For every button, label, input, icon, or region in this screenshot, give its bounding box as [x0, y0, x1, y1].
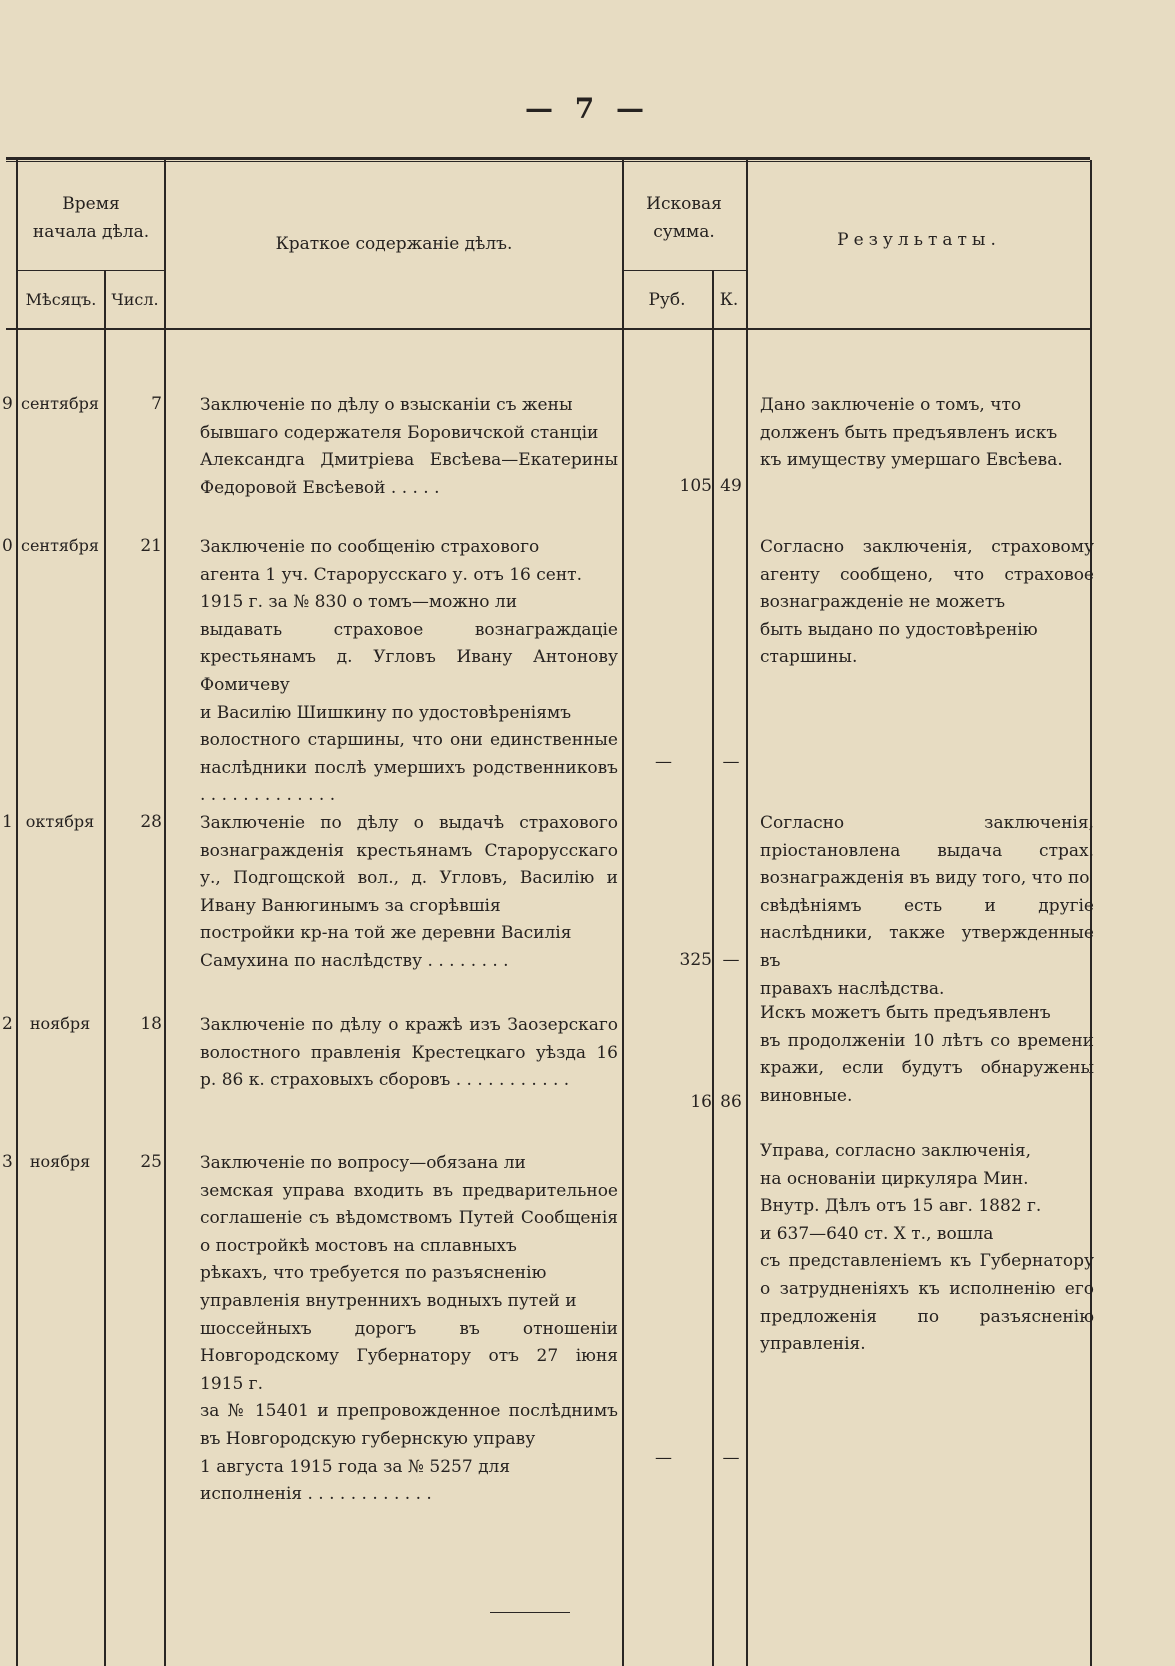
- row-margin-number: 9: [2, 394, 13, 414]
- row-result: Искъ можетъ быть предъявленъ въ продолженіи 10 лѣтъ со времени кражи, если будутъ обнаружены виновные.: [760, 1003, 1094, 1106]
- row-month: октября: [25, 812, 95, 831]
- row-day: 7: [151, 394, 162, 414]
- header-bottom-rule: [6, 328, 1090, 330]
- page-number: — 7 —: [525, 92, 650, 125]
- row-sum-rub: —: [655, 752, 672, 772]
- column-divider-6: [746, 160, 748, 1666]
- column-divider-4: [622, 160, 624, 1666]
- row-day: 28: [140, 812, 162, 832]
- header-time: Время начала дѣла.: [32, 194, 150, 242]
- bottom-rule: [490, 1612, 570, 1613]
- row-month: сентября: [20, 394, 99, 413]
- column-divider-5: [712, 270, 714, 1666]
- row-sum-rub: 105: [679, 476, 712, 496]
- column-divider-3: [164, 160, 166, 1666]
- time-subheader-rule: [18, 270, 164, 271]
- row-month: ноября: [29, 1152, 91, 1171]
- column-divider-2: [104, 270, 106, 1666]
- header-content: Краткое содержаніе дѣлъ.: [275, 234, 513, 254]
- row-month: сентября: [20, 536, 99, 555]
- row-result: Согласно заключенія, страховому агенту сообщено, что страховое вознагражденіе не можетъ быть выдано по удостовѣренію старшины.: [760, 537, 1094, 668]
- table-top-rule: [6, 157, 1090, 160]
- header-kop: К.: [719, 290, 739, 310]
- header-month: Мѣсяцъ.: [25, 290, 97, 309]
- row-margin-number: 1: [2, 812, 13, 832]
- row-description: Заключеніе по дѣлу о кражѣ изъ Заозерскаго волостного правленія Крестецкаго уѣзда 16 р. 86 к. страховыхъ сборовъ . . . . . . . . . . .: [200, 1015, 618, 1091]
- header-rub: Руб.: [648, 290, 686, 310]
- header-results: Результаты.: [837, 230, 1001, 250]
- row-sum-kop: 86: [720, 1092, 742, 1112]
- table-top-rule-thin: [6, 161, 1090, 162]
- row-description: Заключеніе по дѣлу о выдачѣ страхового вознагражденія крестьянамъ Старорусскаго у., Подгощской вол., д. Угловъ, Василію и Ивану Ванюгинымъ за сгорѣвшія постройки кр-на той же деревни Василія Самухина по наслѣдству . . . . . . . .: [200, 813, 618, 971]
- row-day: 25: [140, 1152, 162, 1172]
- header-day: Числ.: [111, 290, 159, 309]
- row-sum-kop: 49: [720, 476, 742, 496]
- row-description: Заключеніе по сообщенію страхового агента 1 уч. Старорусскаго у. отъ 16 сент. 1915 г. за № 830 о томъ—можно ли выдавать страховое вознаграждаціе крестьянамъ д. Угловъ Ивану Антонову Фомичеву и Василію Шишкину по удостовѣреніямъ волостного старшины, что они единственные наслѣдники послѣ умершихъ родственниковъ . . . . . . . . . . . . .: [200, 537, 618, 806]
- row-sum-kop: —: [722, 950, 740, 970]
- header-sum: Исковая сумма.: [646, 194, 722, 242]
- row-sum-rub: 16: [690, 1092, 712, 1112]
- row-margin-number: 0: [2, 536, 13, 556]
- row-margin-number: 2: [2, 1014, 13, 1034]
- row-sum-kop: —: [722, 1448, 740, 1468]
- row-description: Заключеніе по вопросу—обязана ли земская управа входить въ предварительное соглашеніе съ вѣдомствомъ Путей Сообщенія о постройкѣ мостовъ на сплавныхъ рѣкахъ, что требуется по разъясненію управленія внутреннихъ водныхъ путей и шоссейныхъ дорогъ въ отношеніи Новгородскому Губернатору отъ 27 іюня 1915 г. за № 15401 и препровожденное послѣднимъ въ Новгородскую губернскую управу 1 августа 1915 года за № 5257 для исполненія . . . . . . . . . . . .: [200, 1153, 618, 1505]
- column-divider-1: [16, 160, 18, 1666]
- row-sum-kop: —: [722, 752, 740, 772]
- row-description: Заключеніе по дѣлу о взысканіи съ жены бывшаго содержателя Боровичской станціи Александга Дмитріева Евсѣева—Екатерины Федоровой Евсѣевой . . . . .: [200, 395, 618, 498]
- row-margin-number: 3: [2, 1152, 13, 1172]
- row-day: 21: [140, 536, 162, 556]
- row-result: Управа, согласно заключенія, на основаніи циркуляра Мин. Внутр. Дѣлъ отъ 15 авг. 1882 г. и 637—640 ст. X т., вошла съ представленіемъ къ Губернатору о затрудненіяхъ къ исполненію его предложенія по разъясненію управленія.: [760, 1141, 1094, 1355]
- row-sum-rub: —: [655, 1448, 672, 1468]
- row-result: Согласно заключенія, пріостановлена выдача страх. вознагражденія въ виду того, что по свѣдѣніямъ есть и другіе наслѣдники, также утвержденные въ правахъ наслѣдства.: [760, 813, 1094, 999]
- row-day: 18: [140, 1014, 162, 1034]
- sum-subheader-rule: [622, 270, 746, 271]
- row-result: Дано заключеніе о томъ, что долженъ быть предъявленъ искъ къ имуществу умершаго Евсѣева.: [760, 395, 1063, 471]
- row-sum-rub: 325: [679, 950, 712, 970]
- row-month: ноября: [29, 1014, 91, 1033]
